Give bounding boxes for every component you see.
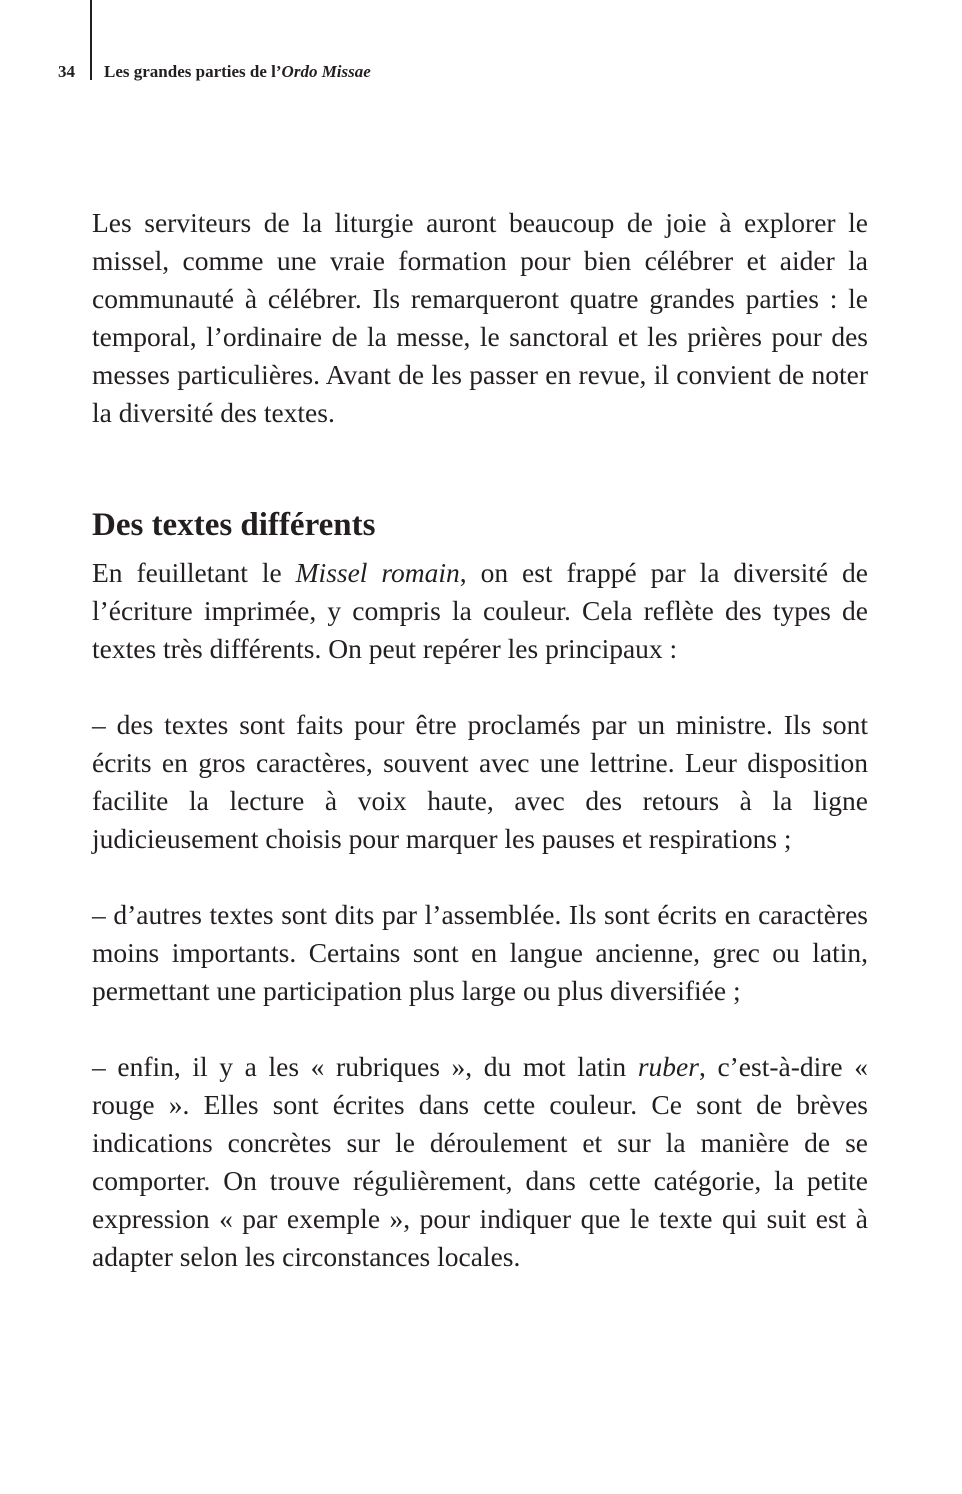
list-item-assembly-texts: – d’autres textes sont dits par l’assemblée. Ils sont écrits en caractères moins importants. Certains sont en langue ancienne, grec ou latin, permettant une participation plus large ou plus diversifiée ;	[92, 899, 868, 1006]
book-title: Missel romain	[295, 557, 460, 588]
running-title-text: Les grandes parties de l’	[104, 62, 282, 81]
rubrics-text-after: , c’est-à-dire « rouge ». Elles sont écrites dans cette couleur. Ce sont de brèves indications concrètes sur le déroulement et sur la manière de se comporter. On trouve régulièrement, dans cette catégorie, la petite expression « par exemple », pour indiquer que le texte qui suit est à adapter selon les circonstances locales.	[92, 1051, 868, 1272]
section-intro-text-after: , on est frappé par la diversité de l’écriture imprimée, y compris la couleur. Cela reflète des types de textes très différents. On peut repérer les principaux :	[92, 557, 868, 664]
rubrics-text-before: – enfin, il y a les « rubriques », du mot latin	[92, 1051, 638, 1082]
header-divider	[90, 0, 92, 80]
section-heading: Des textes différents	[92, 507, 376, 543]
intro-paragraph: Les serviteurs de la liturgie auront beaucoup de joie à explorer le missel, comme une vraie formation pour bien célébrer et aider la communauté à célébrer. Ils remarqueront quatre grandes parties : le temporal, l’ordinaire de la messe, le sanctoral et les prières pour des messes particulières. Avant de les passer en revue, il convient de noter la diversité des textes.	[92, 207, 868, 428]
page-body	[92, 204, 868, 1276]
list-item-proclaimed-texts: – des textes sont faits pour être proclamés par un ministre. Ils sont écrits en gros caractères, souvent avec une lettrine. Leur disposition facilite la lecture à voix haute, avec des retours à la ligne judicieusement choisis pour marquer les pauses et respirations ;	[92, 709, 868, 854]
running-title-italic: Ordo Missae	[281, 62, 371, 81]
latin-word: ruber	[637, 1051, 699, 1082]
section-intro-paragraph	[92, 554, 868, 668]
page-number: 34	[58, 62, 75, 81]
list-item-rubrics	[92, 1048, 868, 1276]
running-title	[104, 60, 371, 84]
section-intro-text-before: En feuilletant le	[92, 557, 296, 588]
